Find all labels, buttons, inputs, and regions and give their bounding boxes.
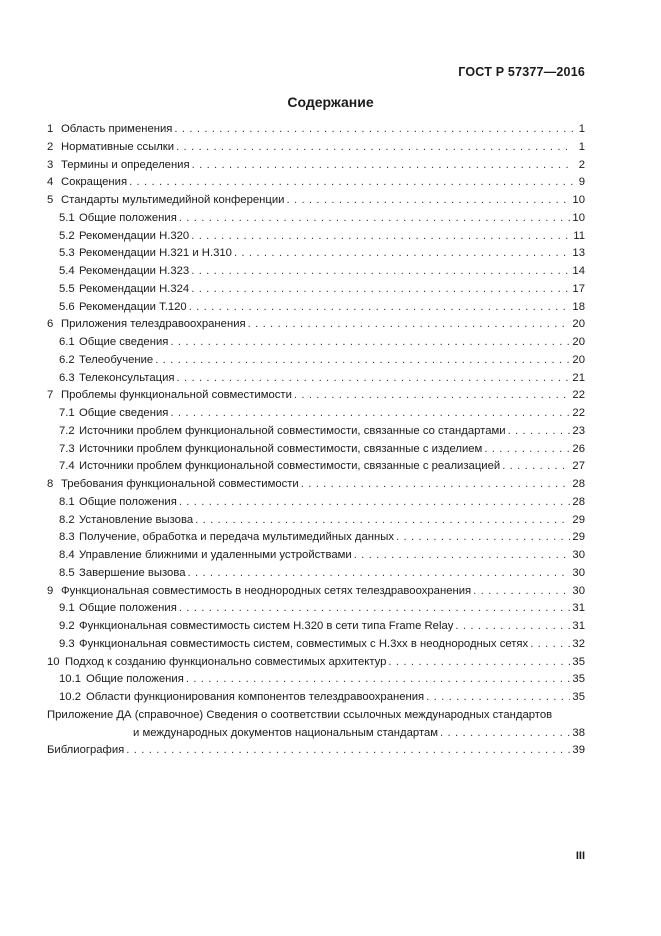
toc-entry-page: 29 — [572, 531, 585, 544]
leader-dots — [426, 689, 570, 707]
toc-entry[interactable] — [47, 139, 585, 157]
leader-dots — [388, 654, 570, 672]
toc-entry-number: 8.4 — [59, 549, 75, 561]
toc-entry-text: Сокращения — [61, 176, 128, 189]
leader-dots — [187, 565, 570, 583]
toc-entry-number: 6.3 — [59, 371, 75, 384]
toc-entry-number: 3 — [47, 158, 54, 171]
toc-entry-number: 5.3 — [59, 247, 75, 260]
appendix-entry-line1[interactable]: Приложение ДА (справочное) Сведения о соответствии ссылочных международных стандартов — [47, 708, 553, 721]
appendix-entry-line2[interactable] — [47, 725, 585, 743]
toc-entry[interactable] — [47, 671, 585, 689]
toc-entry-number: 7.2 — [59, 424, 75, 437]
toc-entry-number: 6.1 — [59, 336, 75, 348]
toc-entry-page: 10 — [572, 194, 585, 206]
toc-entry-page: 20 — [572, 318, 585, 331]
toc-entry-text: Стандарты мультимедийной конференции — [61, 194, 285, 206]
toc-entry-page: 32 — [572, 637, 585, 650]
toc-entry-text: Подход к созданию функционально совместимых архитектур — [65, 655, 387, 668]
leader-dots — [126, 742, 570, 760]
toc-entry[interactable] — [47, 299, 585, 317]
toc-entry-number: 8.2 — [59, 513, 75, 526]
leader-dots — [455, 618, 570, 636]
toc-entry-text: Завершение вызова — [79, 566, 186, 579]
toc-entry-text: Источники проблем функциональной совместимости, связанные с изделием — [79, 442, 483, 455]
toc-entry-number: 10.1 — [59, 673, 81, 686]
toc-entry-number: 7.1 — [59, 407, 75, 419]
toc-entry-text: Требования функциональной совместимости — [61, 478, 299, 490]
toc-entry[interactable] — [47, 405, 585, 423]
leader-dots — [294, 387, 571, 405]
toc-entry-text: Нормативные ссылки — [61, 140, 175, 153]
toc-entry[interactable] — [47, 423, 585, 441]
toc-entry-number: 10.2 — [59, 691, 81, 703]
toc-entry-number: 8.3 — [59, 531, 75, 544]
toc-entry[interactable] — [47, 494, 585, 512]
leader-dots — [287, 192, 571, 210]
toc-entry[interactable] — [47, 370, 585, 388]
toc-entry-page: 30 — [572, 549, 585, 561]
toc-entry-page: 31 — [572, 602, 585, 615]
toc-entry-text: Получение, обработка и передача мультимедийных данных — [79, 531, 395, 544]
page-title: Содержание — [287, 94, 374, 110]
leader-dots — [248, 316, 571, 334]
leader-dots — [189, 299, 571, 317]
toc-entry-text: Функциональная совместимость в неоднородных сетях телездравоохранения — [61, 584, 472, 597]
toc-entry-page: 20 — [572, 336, 585, 348]
toc-entry-text: Источники проблем функциональной совместимости, связанные с реализацией — [79, 460, 501, 473]
toc-entry[interactable] — [47, 192, 585, 210]
appendix-entry-page: 38 — [572, 726, 585, 739]
toc-entry-number: 5 — [47, 194, 54, 206]
toc-entry[interactable] — [47, 512, 585, 530]
toc-entry-text: Источники проблем функциональной совместимости, связанные со стандартами — [79, 424, 506, 437]
toc-entry[interactable] — [47, 654, 585, 672]
toc-entry-page: 28 — [572, 495, 585, 508]
toc-entry-number: 8 — [47, 478, 54, 490]
leader-dots — [179, 494, 571, 512]
toc-entry-text: Рекомендации T.120 — [79, 300, 187, 313]
leader-dots — [191, 281, 570, 299]
leader-dots — [170, 334, 570, 352]
leader-dots — [186, 671, 571, 689]
leader-dots — [176, 139, 573, 157]
toc-entry-number: 10 — [47, 655, 60, 668]
toc-entry-page: 23 — [572, 424, 585, 437]
leader-dots — [170, 405, 570, 423]
toc-entry[interactable] — [47, 547, 585, 565]
toc-entry[interactable] — [47, 174, 585, 192]
toc-entry-text: Рекомендации H.324 — [79, 282, 190, 295]
toc-entry-text: Общие сведения — [79, 407, 169, 419]
bibliography-entry-text: Библиография — [47, 744, 125, 757]
page-number: III — [575, 850, 585, 862]
toc-entry-page: 2 — [578, 158, 585, 171]
toc-entry[interactable] — [47, 281, 585, 299]
toc-entry-number: 9.1 — [59, 602, 75, 615]
toc-entry-page: 11 — [573, 229, 585, 242]
toc-entry[interactable] — [47, 529, 585, 547]
toc-entry[interactable] — [47, 352, 585, 370]
toc-entry-page: 10 — [572, 211, 585, 224]
toc-entry[interactable] — [47, 600, 585, 618]
toc-entry-page: 18 — [572, 300, 585, 313]
toc-entry-page: 22 — [572, 407, 585, 419]
toc-entry[interactable] — [47, 583, 585, 601]
leader-dots — [192, 157, 573, 175]
toc-entry-page: 22 — [572, 389, 585, 402]
toc-entry[interactable] — [47, 387, 585, 405]
toc-entry-page: 31 — [572, 620, 585, 632]
toc-entry-number: 9.3 — [59, 637, 75, 650]
toc-entry-number: 7.4 — [59, 460, 75, 473]
toc-entry[interactable] — [47, 636, 585, 654]
leader-dots — [174, 121, 573, 139]
toc-entry-page: 30 — [572, 566, 585, 579]
toc-entry[interactable] — [47, 689, 585, 707]
leader-dots — [155, 352, 570, 370]
leader-dots — [195, 512, 570, 530]
toc-entry-number: 5.6 — [59, 300, 75, 313]
bibliography-entry-page: 39 — [572, 744, 585, 757]
leader-dots — [530, 636, 570, 654]
toc-entry-page: 29 — [572, 513, 585, 526]
toc-entry-page: 14 — [572, 265, 585, 277]
toc-entry-page: 28 — [572, 478, 585, 490]
toc-entry-number: 2 — [47, 140, 54, 153]
toc-entry[interactable] — [47, 245, 585, 263]
toc-entry-text: Общие положения — [86, 673, 184, 686]
toc-entry[interactable] — [47, 121, 585, 139]
leader-dots — [191, 263, 570, 281]
toc-entry[interactable] — [47, 618, 585, 636]
toc-entry-page: 21 — [572, 371, 585, 384]
toc-entry-number: 9 — [47, 584, 54, 597]
leader-dots — [179, 600, 571, 618]
toc-entry-page: 30 — [572, 584, 585, 597]
toc-entry-text: Общие сведения — [79, 336, 169, 348]
toc-entry[interactable] — [47, 476, 585, 494]
toc-entry[interactable] — [47, 565, 585, 583]
toc-entry-text: Область применения — [61, 123, 173, 135]
toc-entry-page: 1 — [578, 123, 585, 135]
toc-entry-number: 7.3 — [59, 442, 75, 455]
toc-entry-text: Проблемы функциональной совместимости — [61, 389, 292, 402]
toc-entry[interactable] — [47, 441, 585, 459]
leader-dots — [484, 441, 570, 459]
appendix-entry-text: и международных документов национальным стандартам — [133, 726, 439, 739]
toc-entry-number: 8.5 — [59, 566, 75, 579]
toc-entry-text: Управление ближними и удаленными устройствами — [79, 549, 352, 561]
toc-entry[interactable] — [47, 210, 585, 228]
toc-entry-text: Установление вызова — [79, 513, 194, 526]
leader-dots — [473, 583, 570, 601]
toc-entry[interactable] — [47, 228, 585, 246]
toc-entry-page: 26 — [572, 442, 585, 455]
toc-entry-page: 35 — [572, 655, 585, 668]
leader-dots — [301, 476, 571, 494]
toc-entry-page: 35 — [572, 691, 585, 703]
toc-entry-text: Рекомендации H.323 — [79, 265, 190, 277]
toc-entry[interactable] — [47, 316, 585, 334]
toc-entry-page: 9 — [578, 176, 585, 189]
leader-dots — [354, 547, 571, 565]
toc-entry-number: 4 — [47, 176, 54, 189]
toc-entry-text: Рекомендации H.320 — [79, 229, 190, 242]
toc-entry-text: Телеконсультация — [79, 371, 175, 384]
toc-entry-number: 7 — [47, 389, 54, 402]
toc-entry-page: 17 — [572, 282, 585, 295]
leader-dots — [396, 529, 570, 547]
toc-entry-number: 5.2 — [59, 229, 75, 242]
leader-dots — [191, 228, 571, 246]
toc-entry-page: 35 — [572, 673, 585, 686]
toc-entry[interactable] — [47, 263, 585, 281]
table-of-contents — [47, 121, 585, 760]
toc-entry-number: 5.1 — [59, 211, 75, 224]
toc-entry-page: 1 — [578, 140, 585, 153]
toc-entry-text: Функциональная совместимость систем, совместимых с H.3xx в неоднородных сетях — [79, 637, 529, 650]
bibliography-entry[interactable] — [47, 742, 585, 760]
toc-entry[interactable] — [47, 157, 585, 175]
toc-entry-number: 9.2 — [59, 620, 75, 632]
toc-entry-number: 8.1 — [59, 495, 75, 508]
toc-entry-text: Телеобучение — [79, 353, 154, 366]
toc-entry-page: 20 — [572, 353, 585, 366]
toc-entry-number: 5.5 — [59, 282, 75, 295]
toc-entry-number: 6.2 — [59, 353, 75, 366]
toc-entry[interactable] — [47, 458, 585, 476]
toc-entry-text: Функциональная совместимость систем H.320 в сети типа Frame Relay — [79, 620, 454, 632]
leader-dots — [179, 210, 571, 228]
toc-entry-page: 13 — [572, 247, 585, 260]
leader-dots — [508, 423, 571, 441]
toc-entry-number: 1 — [47, 123, 54, 135]
toc-entry-number: 6 — [47, 318, 54, 331]
toc-entry-text: Приложения телездравоохранения — [61, 318, 246, 331]
toc-entry-text: Общие положения — [79, 211, 177, 224]
toc-entry-text: Рекомендации H.321 и H.310 — [79, 247, 232, 260]
toc-entry[interactable] — [47, 334, 585, 352]
leader-dots — [129, 174, 573, 192]
toc-entry-text: Общие положения — [79, 495, 177, 508]
toc-entry-number: 5.4 — [59, 265, 75, 277]
leader-dots — [177, 370, 571, 388]
toc-entry-text: Общие положения — [79, 602, 177, 615]
leader-dots — [440, 725, 570, 743]
toc-entry-text: Области функционирования компонентов телездравоохранения — [86, 691, 425, 703]
toc-entry-text: Термины и определения — [61, 158, 190, 171]
leader-dots — [502, 458, 570, 476]
toc-entry-page: 27 — [572, 460, 585, 473]
document-code: ГОСТ Р 57377—2016 — [458, 65, 585, 79]
leader-dots — [234, 245, 570, 263]
